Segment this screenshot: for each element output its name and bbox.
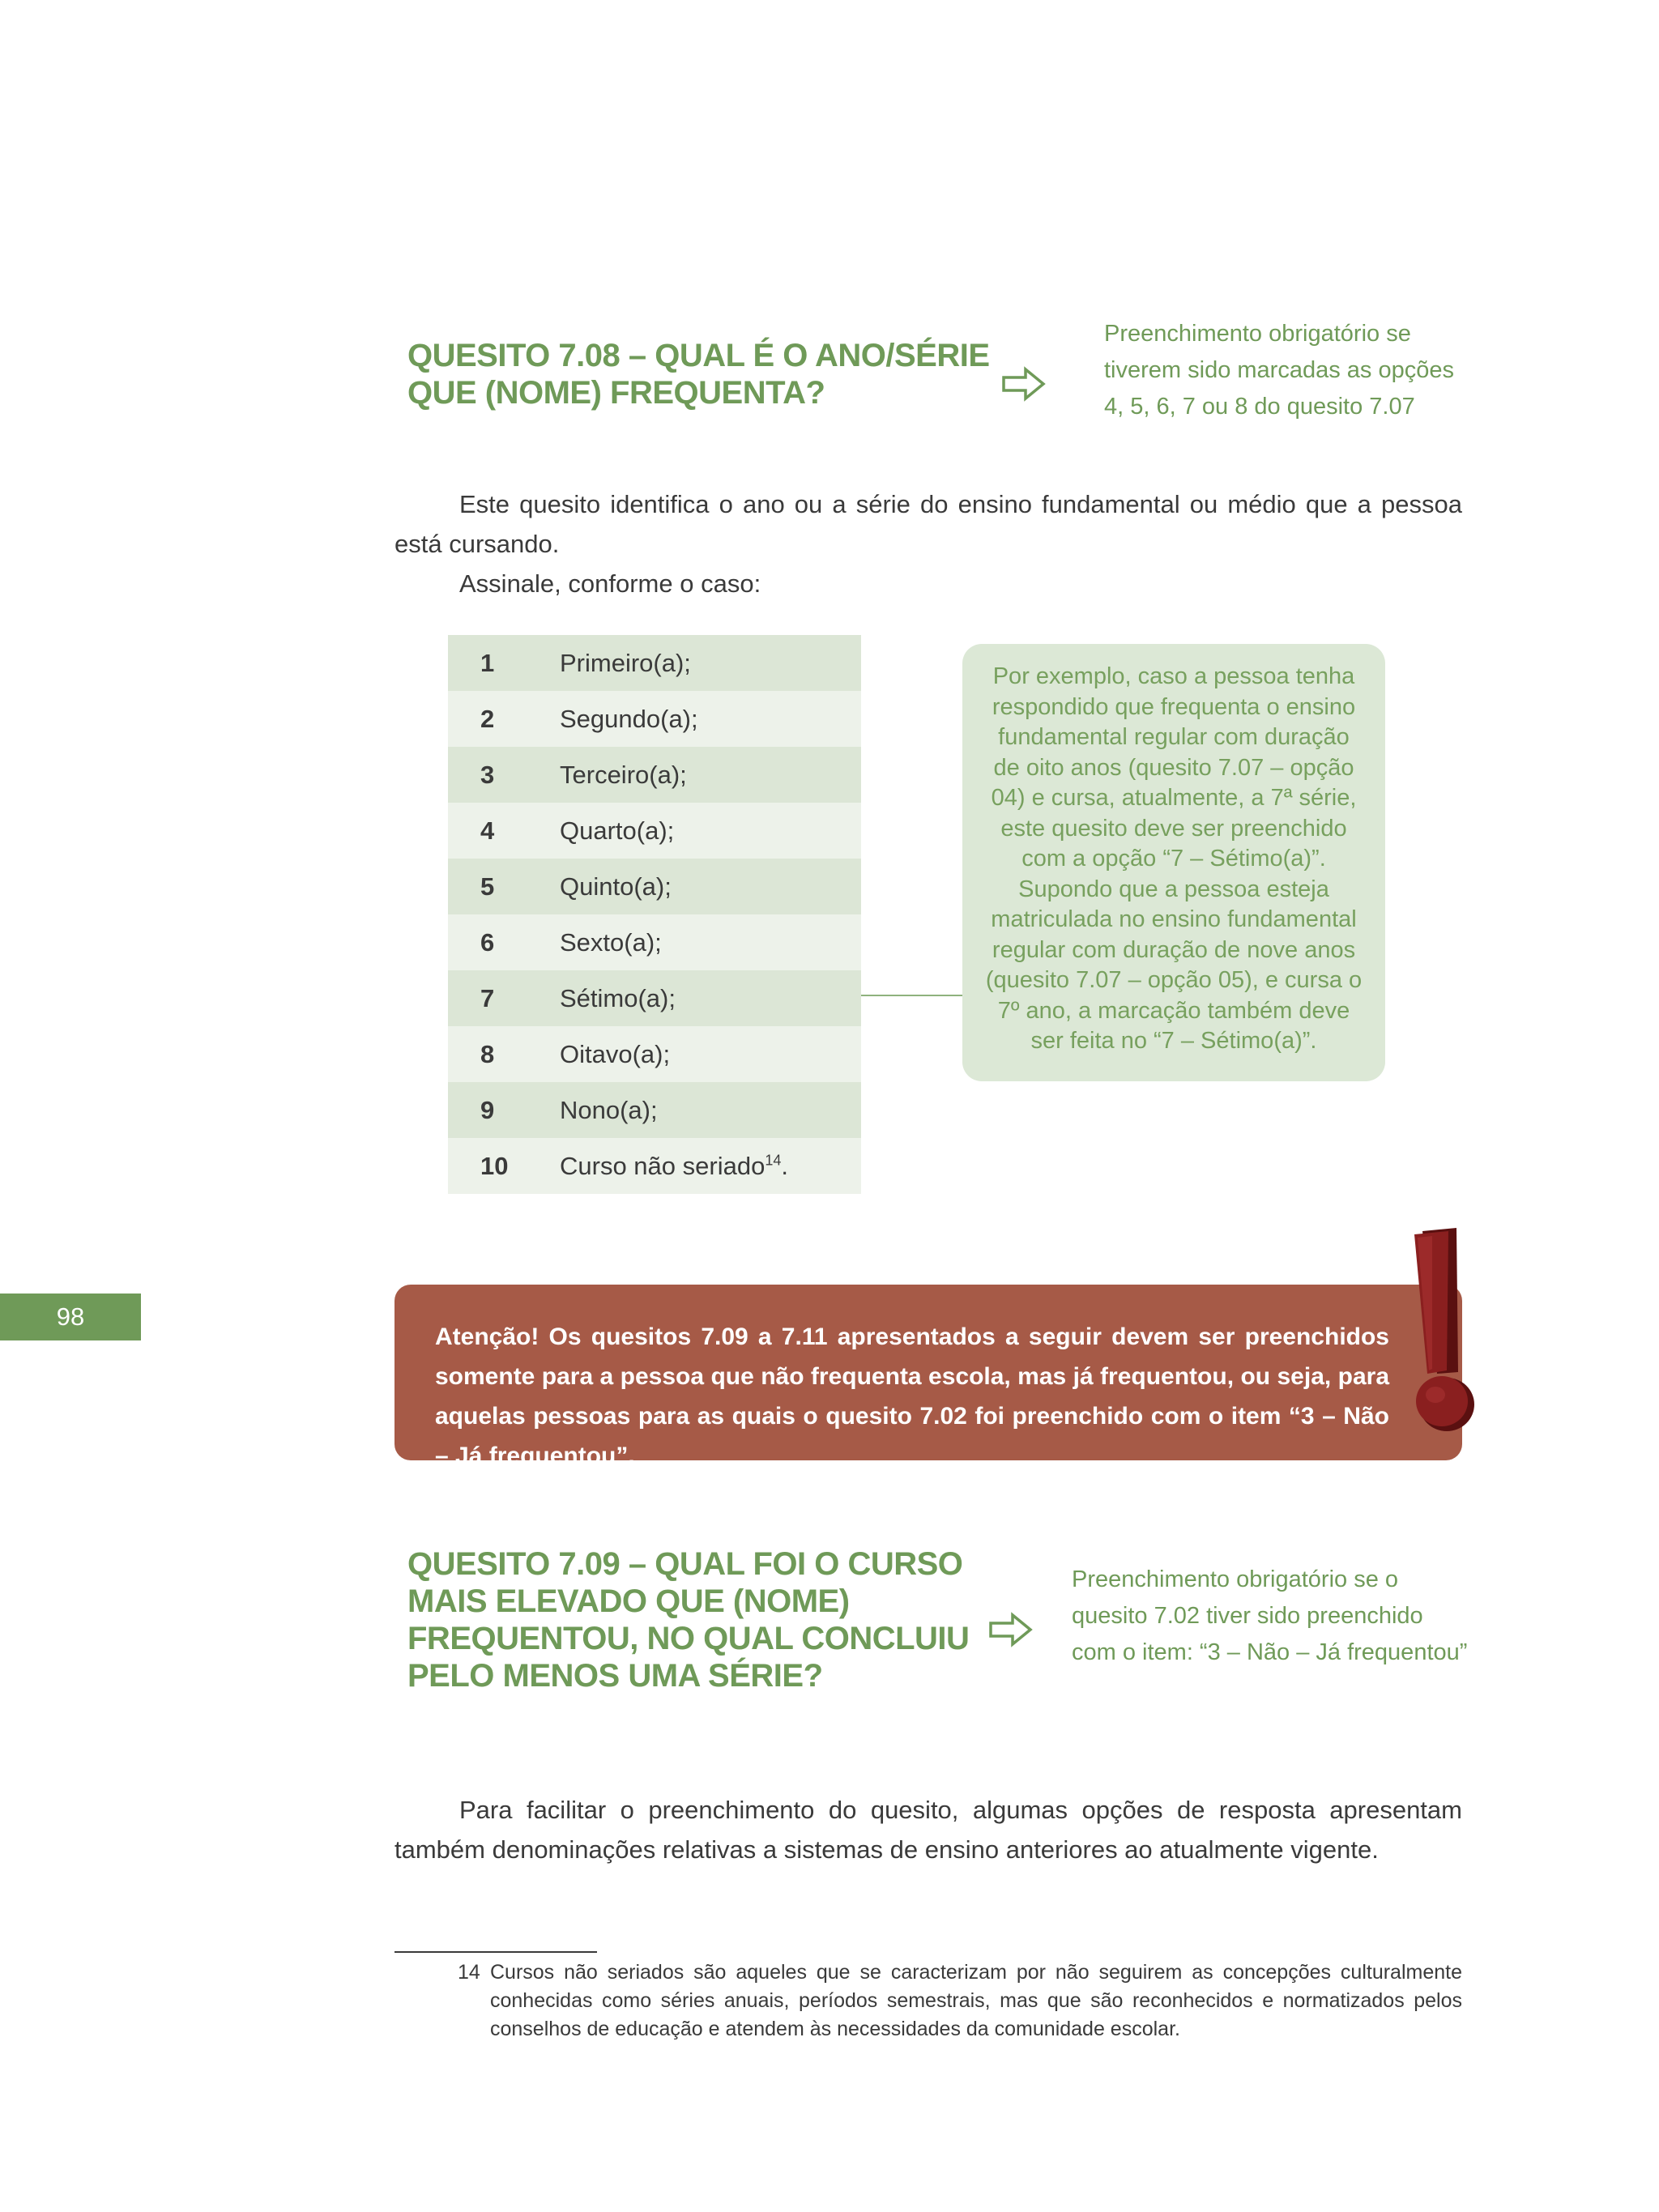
- section1-title-line: QUE (NOME) FREQUENTA?: [407, 375, 825, 411]
- option-number: 2: [480, 704, 495, 733]
- example-line: matriculada no ensino fundamental: [991, 906, 1357, 932]
- example-line: com a opção “7 – Sétimo(a)”.: [1021, 846, 1326, 872]
- right-arrow-icon: [1001, 366, 1047, 402]
- option-label: Primeiro(a);: [560, 648, 691, 677]
- section2-note-line: quesito 7.02 tiver sido preenchido: [1072, 1603, 1423, 1629]
- option-number: 3: [480, 760, 495, 789]
- option-number: 7: [480, 983, 495, 1012]
- option-row: [448, 1138, 861, 1194]
- option-number: 10: [480, 1151, 509, 1180]
- option-number: 1: [480, 648, 495, 677]
- example-line: regular com duração de nove anos: [992, 936, 1356, 963]
- example-line: 7º ano, a marcação também deve: [997, 997, 1350, 1024]
- option-row: [448, 635, 861, 691]
- example-line: de oito anos (quesito 7.07 – opção: [993, 754, 1354, 781]
- example-line: 04) e cursa, atualmente, a 7ª série,: [991, 785, 1357, 811]
- option-label: Quarto(a);: [560, 816, 675, 845]
- closing-paragraph: Para facilitar o preenchimento do quesito, algumas opções de resposta apresentam também denominações relativas a sistemas de ensino anteriores ao atualmente vigente.: [394, 1796, 1462, 1864]
- section2-title-line: PELO MENOS UMA SÉRIE?: [407, 1658, 823, 1694]
- option-row: [448, 859, 861, 914]
- exclamation-icon: [1400, 1228, 1489, 1444]
- option-number: 6: [480, 927, 495, 957]
- option-number: 4: [480, 816, 495, 845]
- option-label: Quinto(a);: [560, 872, 672, 901]
- example-line: respondido que frequenta o ensino: [992, 693, 1356, 720]
- option-row: [448, 914, 861, 970]
- example-line: Supondo que a pessoa esteja: [1018, 876, 1329, 902]
- option-label: [560, 1152, 788, 1181]
- option-row: [448, 970, 861, 1026]
- section1-title-line: QUESITO 7.08 – QUAL É O ANO/SÉRIE: [407, 338, 990, 373]
- footnote-number: 14: [458, 1961, 480, 1984]
- option-label: Sétimo(a);: [560, 983, 676, 1012]
- intro-instruction: Assinale, conforme o caso:: [459, 569, 761, 598]
- option-number: 8: [480, 1039, 495, 1068]
- footnote-text: Cursos não seriados são aqueles que se caracterizam por não seguirem as concepções culturalmente conhecidas como séries anuais, períodos semestrais, mas que são reconhecidos e normatizados pelos conselhos de educação e atendem às necessidades da comunidade escolar.: [490, 1961, 1462, 2040]
- option-row: [448, 691, 861, 747]
- section1-note-line: tiverem sido marcadas as opções: [1104, 357, 1454, 383]
- example-line: este quesito deve ser preenchido: [1000, 815, 1347, 842]
- option-label: Sexto(a);: [560, 927, 662, 957]
- section2-note-line: Preenchimento obrigatório se o: [1072, 1566, 1399, 1592]
- footnote: [458, 1958, 1462, 2044]
- option-label: Nono(a);: [560, 1095, 658, 1124]
- section2-title-line: QUESITO 7.09 – QUAL FOI O CURSO: [407, 1546, 963, 1582]
- option-number: 9: [480, 1095, 495, 1124]
- intro-paragraph: Este quesito identifica o ano ou a série do ensino fundamental ou médio que a pessoa está cursando.: [394, 490, 1462, 558]
- section1-note: [1104, 316, 1477, 425]
- connector-line: [861, 995, 963, 996]
- example-line: fundamental regular com duração: [998, 724, 1350, 750]
- example-line: Por exemplo, caso a pessoa tenha: [992, 663, 1355, 689]
- section1-note-line: Preenchimento obrigatório se: [1104, 321, 1411, 347]
- example-line: (quesito 7.07 – opção 05), e cursa o: [985, 967, 1363, 993]
- option-number: 5: [480, 872, 495, 901]
- attention-box: Atenção! Os quesitos 7.09 a 7.11 apresentados a seguir devem ser preenchidos somente para a pessoa que não frequenta escola, mas já frequentou, ou seja, para aquelas pessoas para as quais o quesito 7.02 foi preenchido com o item “3 – Não – Já frequentou”.: [394, 1285, 1462, 1460]
- section2-title: [407, 1545, 975, 1694]
- option-label-text: Curso não seriado: [560, 1151, 766, 1180]
- section1-note-line: 4, 5, 6, 7 ou 8 do quesito 7.07: [1104, 394, 1415, 420]
- option-row: [448, 747, 861, 803]
- page-number: 98: [0, 1294, 141, 1340]
- option-label-suffix: .: [781, 1151, 788, 1180]
- option-label: Terceiro(a);: [560, 760, 687, 789]
- example-line: ser feita no “7 – Sétimo(a)”.: [1030, 1028, 1317, 1054]
- options-table: [448, 635, 861, 1194]
- option-label: Oitavo(a);: [560, 1039, 671, 1068]
- option-row: [448, 1082, 861, 1138]
- footnote-divider: [394, 1951, 597, 1953]
- section2-title-line: FREQUENTOU, NO QUAL CONCLUIU: [407, 1621, 970, 1656]
- option-row: [448, 803, 861, 859]
- option-row: [448, 1026, 861, 1082]
- section1-title: [407, 337, 991, 411]
- example-callout: [962, 644, 1385, 1081]
- section2-note: [1072, 1562, 1493, 1671]
- option-label: Segundo(a);: [560, 704, 698, 733]
- section2-note-line: com o item: “3 – Não – Já frequentou”: [1072, 1639, 1468, 1665]
- right-arrow-icon: [988, 1612, 1034, 1647]
- section2-title-line: MAIS ELEVADO QUE (NOME): [407, 1583, 850, 1619]
- footnote-ref: 14: [765, 1152, 782, 1169]
